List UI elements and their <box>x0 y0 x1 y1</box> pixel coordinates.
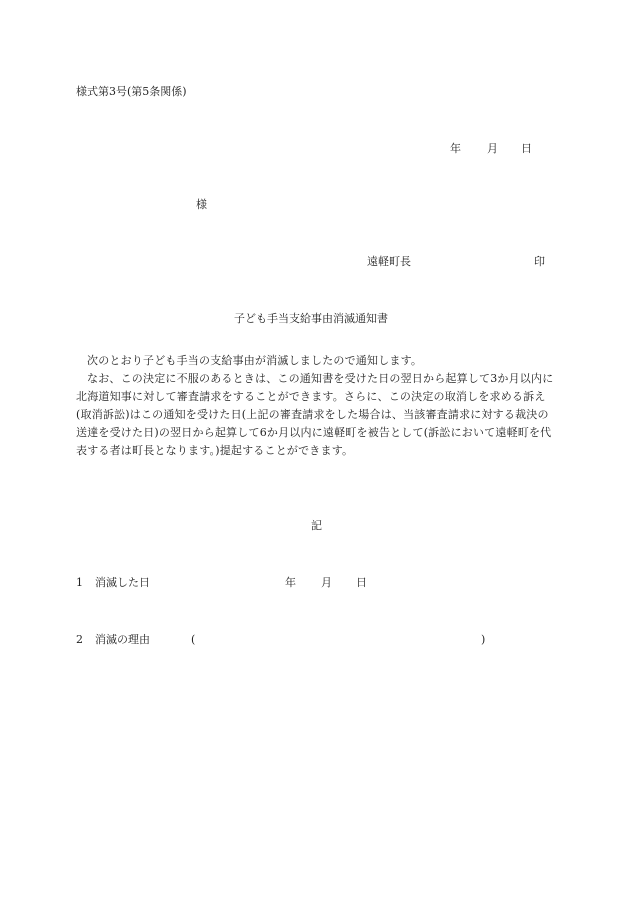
date-year-label: 年 <box>450 142 461 155</box>
item-2-label: 消滅の理由 <box>95 633 150 646</box>
body-paragraph-1: 次のとおり子ども手当の支給事由が消滅しましたので通知します。 <box>87 354 423 367</box>
date-day-label: 日 <box>521 142 532 155</box>
record-heading: 記 <box>311 519 322 532</box>
date-month-label: 月 <box>487 142 498 155</box>
issuer-seal: 印 <box>534 255 545 268</box>
item-1-year: 年 <box>285 576 296 589</box>
body-text <box>76 352 556 460</box>
issuer-name: 遠軽町長 <box>367 255 411 268</box>
item-1-label: 消滅した日 <box>95 576 150 589</box>
document-title: 子ども手当支給事由消滅通知書 <box>234 312 388 325</box>
item-2-open-paren: ( <box>191 633 196 646</box>
addressee-suffix: 様 <box>196 198 207 211</box>
item-2-close-paren: ) <box>481 633 486 646</box>
item-2-number: 2 <box>76 633 83 646</box>
item-1-month: 月 <box>321 576 332 589</box>
item-1-day: 日 <box>356 576 367 589</box>
item-1-number: 1 <box>76 576 83 589</box>
body-paragraph-2: なお、この決定に不服のあるときは、この通知書を受けた日の翌日から起算して3か月以内に北海道知事に対して審査請求をすることができます。さらに、この決定の取消しを求める訴え(取消訴訟)はこの通知を受けた日(上記の審査請求をした場合は、当該審査請求に対する裁決の送達を受けた日)の翌日から起算して6か月以内に遠軽町を被告として(訴訟において遠軽町を代表する者は町長となります。)提起することができます。 <box>76 372 554 457</box>
form-number: 様式第3号(第5条関係) <box>76 85 187 98</box>
